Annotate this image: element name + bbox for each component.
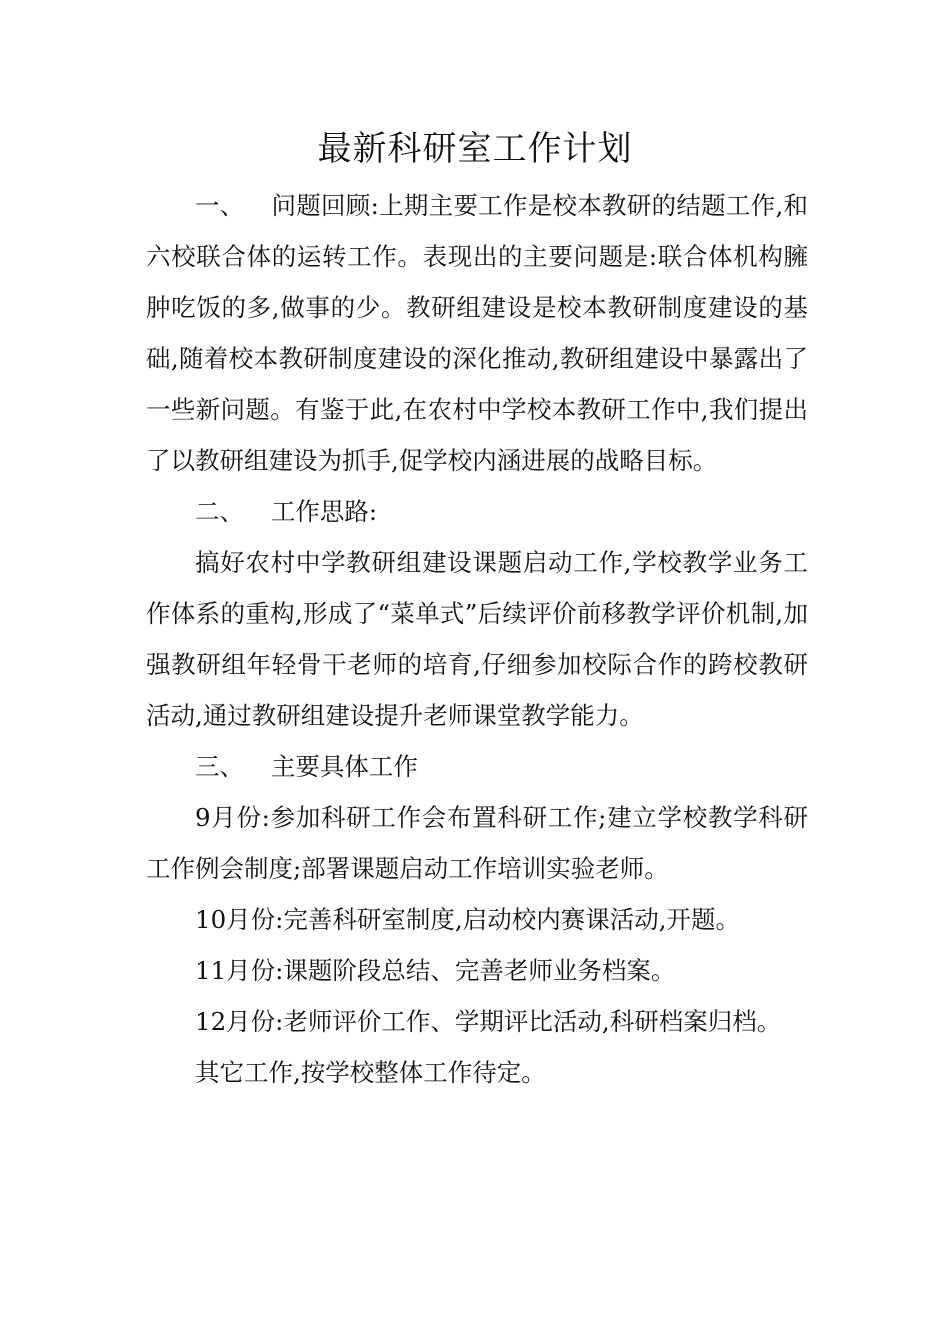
- section-1-text: 问题回顾:上期主要工作是校本教研的结题工作,和六校联合体的运转工作。表现出的主要问题是:联合体机构臃肿吃饭的多,做事的少。教研组建设是校本教研制度建设的基础,随着校本教研制度建设的深化推动,教研组建设中暴露出了一些新问题。有鉴于此,在农村中学校本教研工作中,我们提出了以教研组建设为抓手,促学校内涵进展的战略目标。: [146, 191, 808, 475]
- section-3-heading: [146, 741, 808, 792]
- section-1-number: 一、: [195, 191, 245, 220]
- section-2-heading: [146, 486, 808, 537]
- section-2-paragraph: 搞好农村中学教研组建设课题启动工作,学校教学业务工作体系的重构,形成了“菜单式”后续评价前移教学评价机制,加强教研组年轻骨干老师的培育,仔细参加校际合作的跨校教研活动,通过教研组建设提升老师课堂教学能力。: [146, 548, 808, 730]
- section-2-heading-text: 工作思路:: [270, 497, 378, 526]
- plan-item-october: 10月份:完善科研室制度,启动校内赛课活动,开题。: [195, 905, 741, 934]
- section-2-number: 二、: [195, 497, 244, 526]
- plan-item-other: 其它工作,按学校整体工作待定。: [195, 1058, 546, 1087]
- plan-item-september: 9月份:参加科研工作会布置科研工作;建立学校教学科研工作例会制度;部署课题启动工作培训实验老师。: [146, 803, 808, 883]
- section-3-number: 三、: [195, 752, 244, 781]
- plan-item-november: 11月份:课题阶段总结、完善老师业务档案。: [195, 956, 676, 985]
- section-3-heading-text: 主要具体工作: [270, 752, 418, 781]
- plan-item-december: 12月份:老师评价工作、学期评比活动,科研档案归档。: [195, 1007, 782, 1036]
- document-title: 最新科研室工作计划: [317, 129, 633, 169]
- section-1-paragraph: [146, 180, 808, 486]
- document-body: [146, 180, 808, 1098]
